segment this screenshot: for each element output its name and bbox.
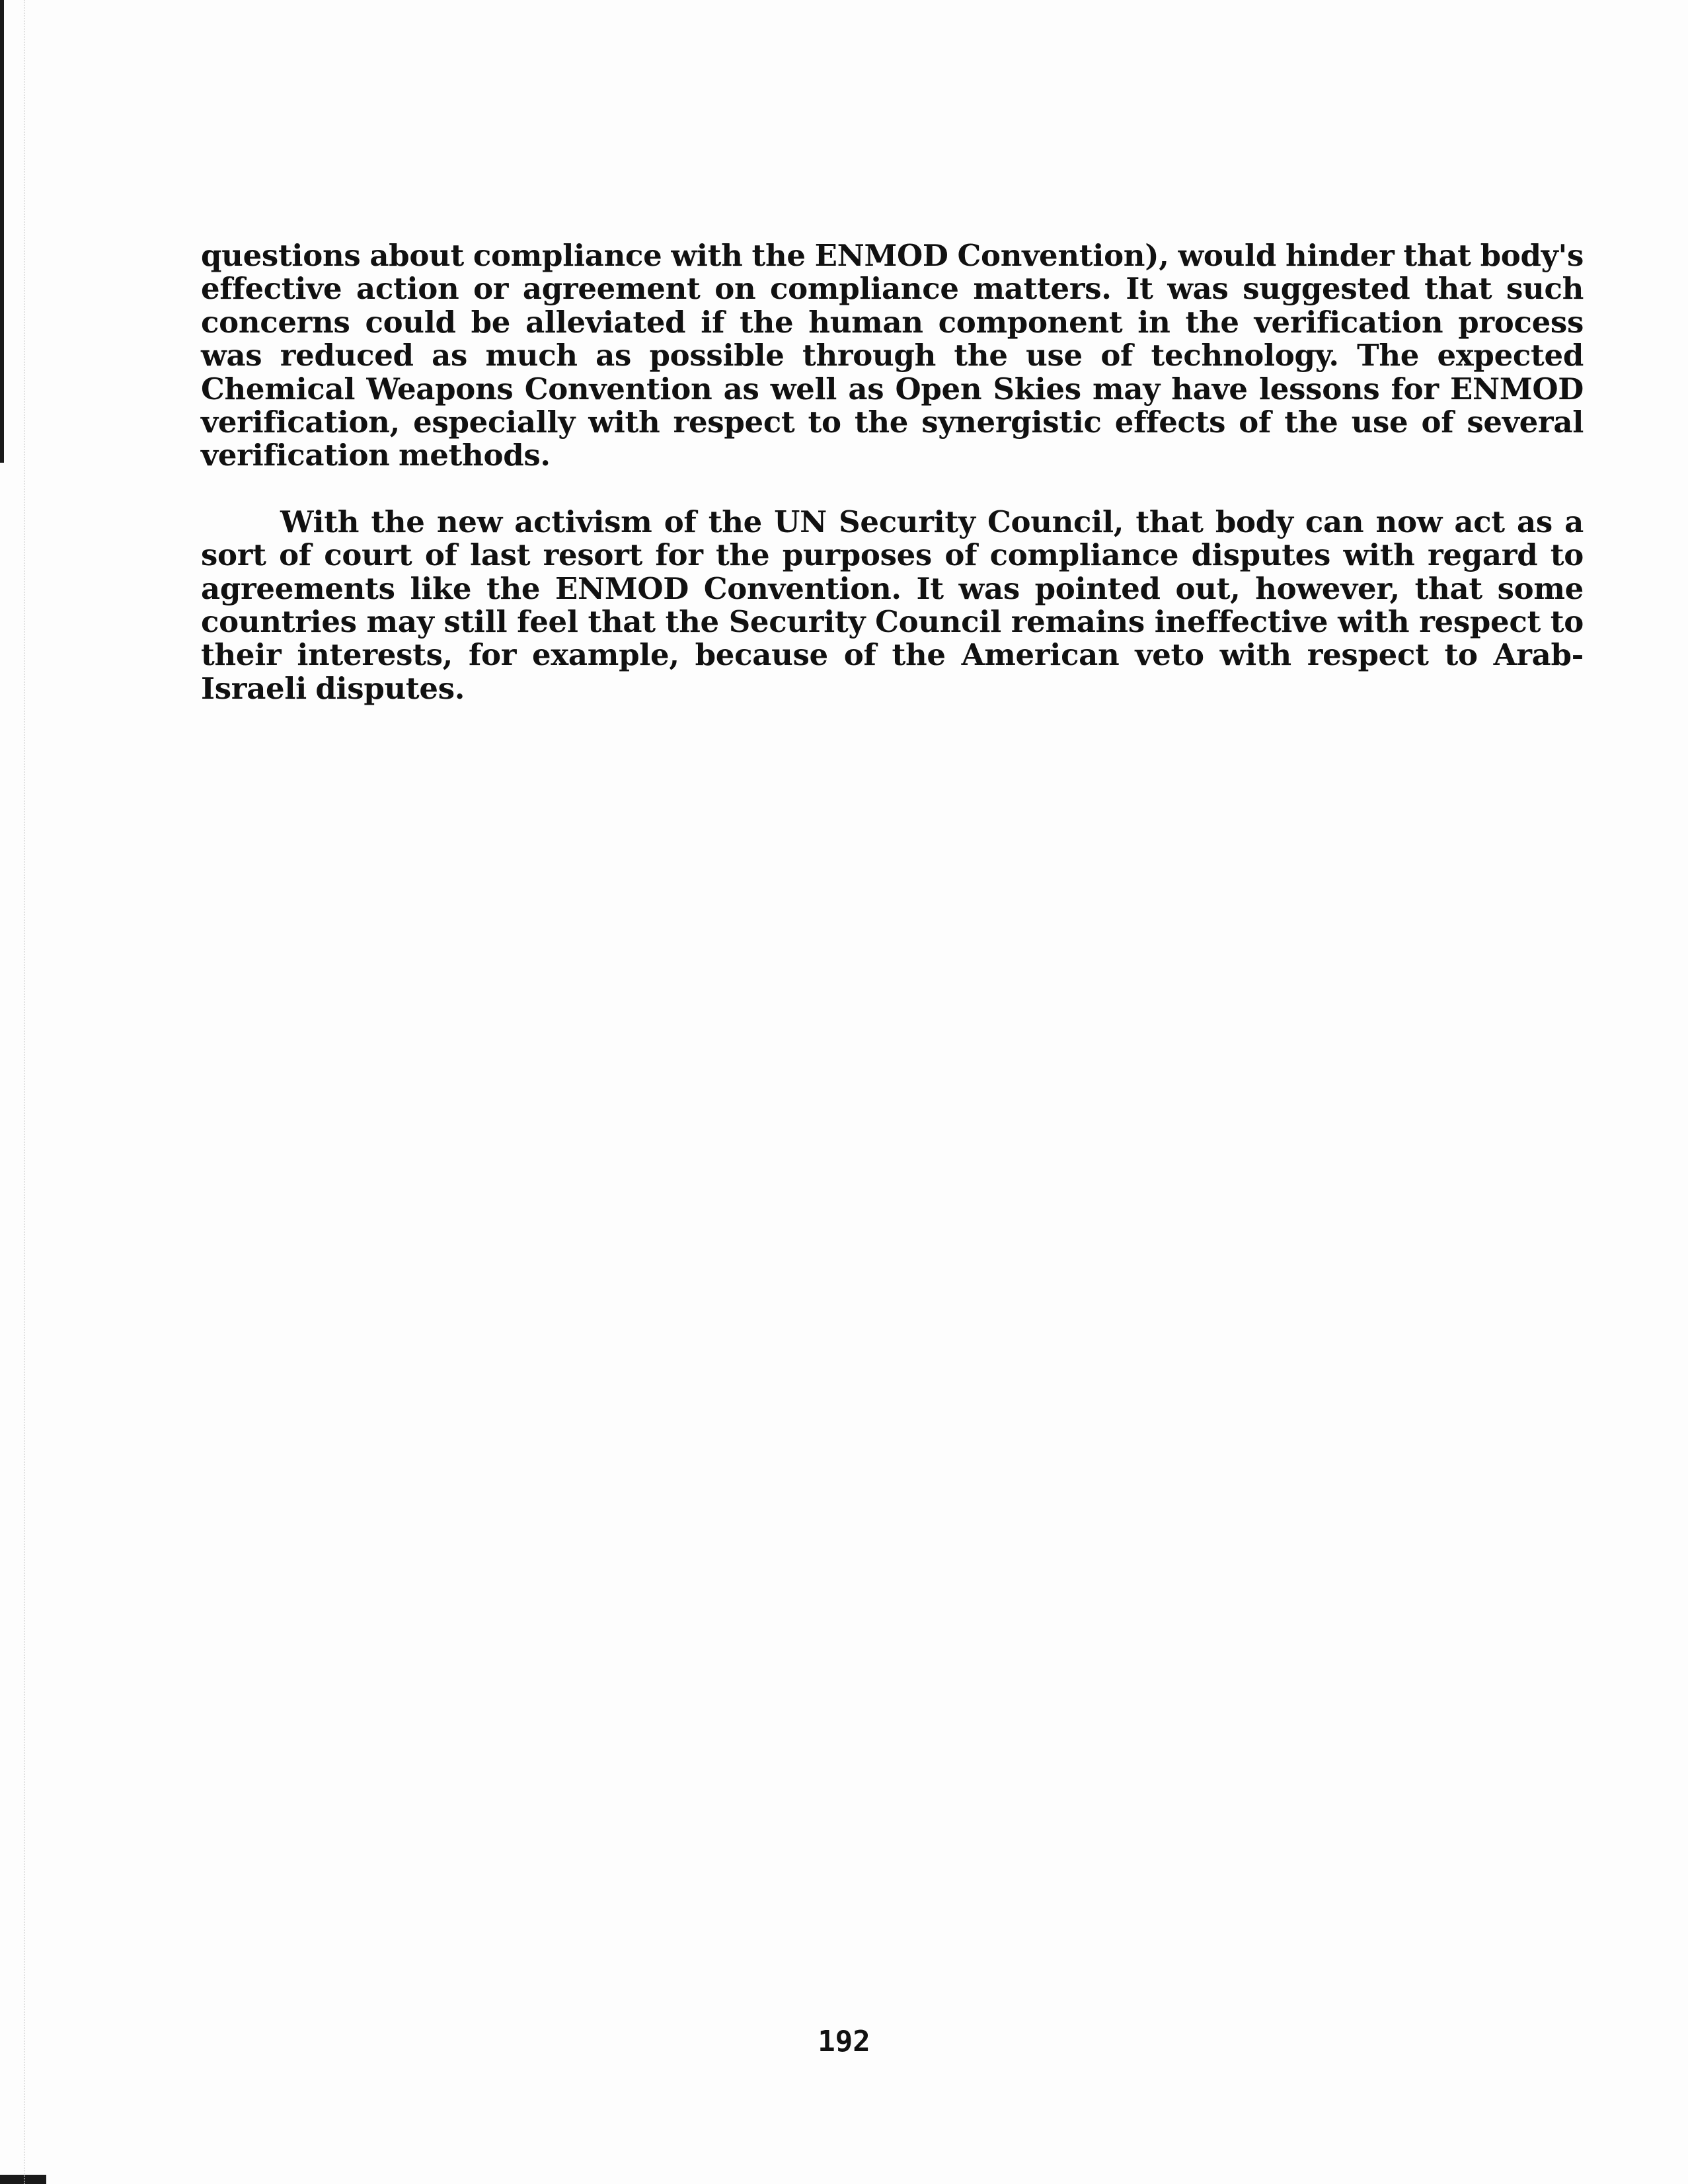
paragraph-2: With the new activism of the UN Security Council, that body can now act as a sort of court of last resort for the purposes of compliance disputes with regard to agreements like the ENMOD Convention. It was pointed out, however, that some countries may still feel that the Security Council remains ineffective with respect to their interests, for example, because of the American veto with respect to Arab-Israeli disputes. [201,504,1584,706]
page-number: 192 [818,2025,870,2058]
paragraph-1: questions about compliance with the ENMOD Convention), would hinder that body's effective action or agreement on compliance matters. It was suggested that such concerns could be alleviated if the human component in the verification process was reduced as much as possible through the use of technology. The expected Chemical Weapons Convention as well as Open Skies may have lessons for ENMOD verification, especially with respect to the synergistic effects of the use of several verification methods. [201,238,1584,473]
binding-marks [24,0,85,2184]
scan-edge-shadow [0,0,4,463]
body-text [201,239,1584,705]
